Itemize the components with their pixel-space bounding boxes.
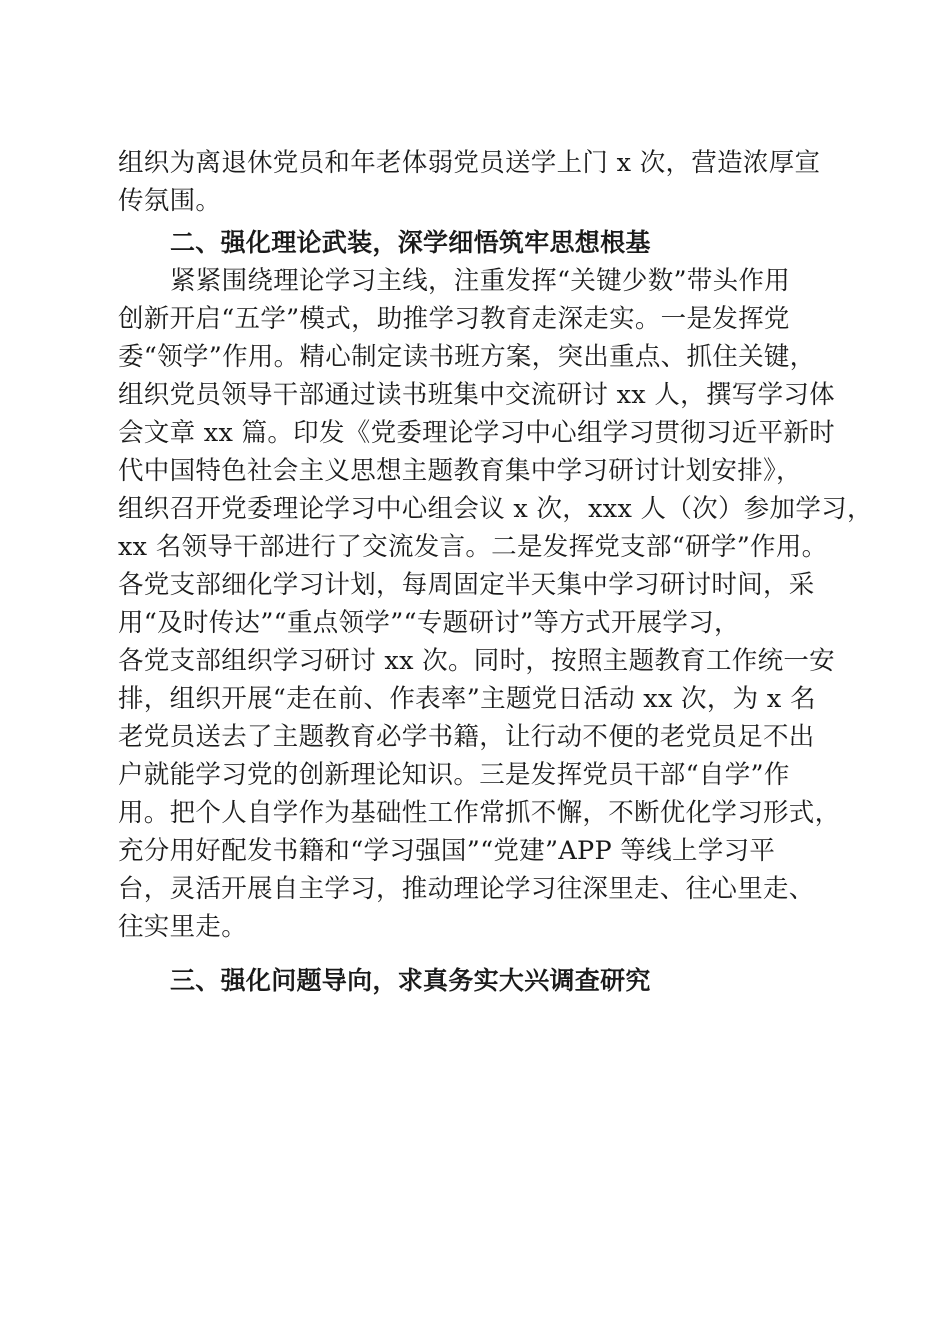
body-line: 传氛围。 [118, 186, 222, 216]
body-line: 会文章 xx 篇。印发《党委理论学习中心组学习贯彻习近平新时 [118, 418, 835, 448]
body-line: 代中国特色社会主义思想主题教育集中学习研讨计划安排》， [118, 456, 802, 486]
body-line: 创新开启“五学”模式，助推学习教育走深走实。一是发挥党 [118, 304, 790, 334]
body-line: 组织召开党委理论学习中心组会议 x 次，xxx 人（次）参加学习， [118, 494, 873, 524]
body-line: 用“及时传达”“重点领学”“专题研讨”等方式开展学习， [118, 608, 740, 638]
body-line: 台，灵活开展自主学习，推动理论学习往深里走、往心里走、 [118, 874, 815, 904]
section-heading-3: 三、强化问题导向，求真务实大兴调查研究 [170, 966, 651, 995]
paragraph-first-line: 紧紧围绕理论学习主线，注重发挥“关键少数”带头作用 [170, 266, 791, 296]
body-line: xx 名领导干部进行了交流发言。二是发挥党支部“研学”作用。 [118, 532, 828, 562]
body-line: 充分用好配发书籍和“学习强国”“党建”APP 等线上学习平 [118, 836, 776, 866]
body-line: 户就能学习党的创新理论知识。三是发挥党员干部“自学”作 [118, 760, 790, 790]
body-line: 组织党员领导干部通过读书班集中交流研讨 xx 人，撰写学习体 [118, 380, 835, 410]
body-line: 老党员送去了主题教育必学书籍，让行动不便的老党员足不出 [118, 722, 815, 752]
body-line: 各党支部细化学习计划，每周固定半天集中学习研讨时间，采 [118, 570, 815, 600]
body-line: 往实里走。 [118, 912, 248, 942]
section-heading-2: 二、强化理论武装，深学细悟筑牢思想根基 [170, 228, 651, 257]
document-body [118, 144, 873, 1000]
body-line: 用。把个人自学作为基础性工作常抓不懈，不断优化学习形式， [118, 798, 841, 828]
body-line: 各党支部组织学习研讨 xx 次。同时，按照主题教育工作统一安 [118, 646, 835, 676]
body-line: 排，组织开展“走在前、作表率”主题党日活动 xx 次，为 x 名 [118, 684, 816, 714]
body-line: 组织为离退休党员和年老体弱党员送学上门 x 次，营造浓厚宣 [118, 148, 821, 178]
body-line: 委“领学”作用。精心制定读书班方案，突出重点、抓住关键， [118, 342, 816, 372]
